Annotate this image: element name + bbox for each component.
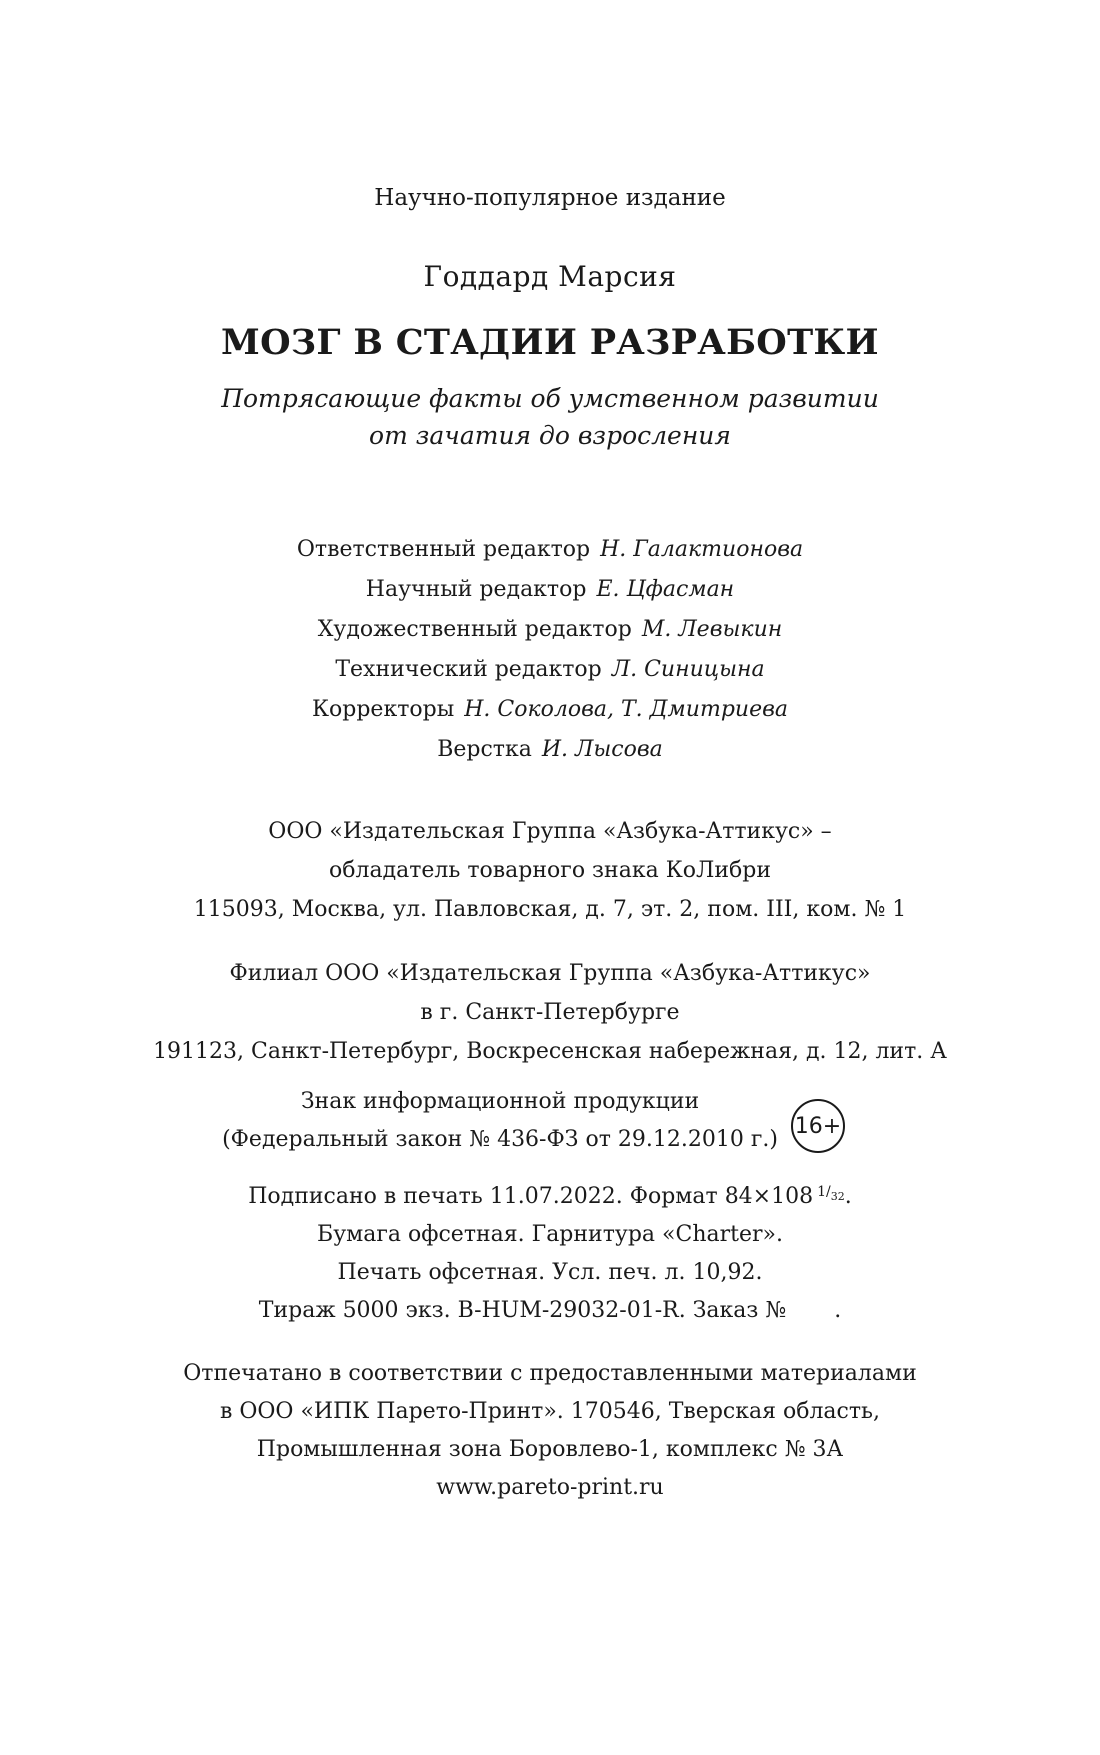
publisher-address: 115093, Москва, ул. Павловская, д. 7, эт. 2, пом. III, ком. № 1: [193, 897, 907, 922]
print-format-end: .: [844, 1184, 852, 1209]
credit-role: Технический редактор: [335, 657, 602, 682]
fraction-denominator: 32: [830, 1189, 845, 1203]
credit-row: [0, 537, 1100, 562]
subtitle-line-2: от зачатия до взросления: [369, 421, 731, 450]
credit-row: [0, 577, 1100, 602]
credit-name: Е. Цфасман: [596, 577, 735, 602]
printed-line-2: в ООО «ИПК Парето-Принт». 170546, Тверская область,: [219, 1399, 881, 1424]
credit-row: [0, 737, 1100, 762]
publisher-line-2: обладатель товарного знака КоЛибри: [329, 858, 771, 883]
genre-label: Научно-популярное издание: [374, 185, 726, 211]
credit-role: Корректоры: [311, 697, 455, 722]
credit-name: М. Левыкин: [641, 617, 783, 642]
print-format-text: Подписано в печать 11.07.2022. Формат 84×108: [248, 1184, 814, 1209]
branch-line-2: в г. Санкт-Петербурге: [420, 1000, 680, 1025]
credit-role: Верстка: [437, 737, 532, 762]
credit-name: И. Лысова: [541, 737, 663, 762]
branch-line-1: Филиал ООО «Издательская Группа «Азбука-Аттикус»: [229, 961, 871, 986]
credit-row: [0, 657, 1100, 682]
print-order-text: Тираж 5000 экз. B-HUM-29032-01-R. Заказ №: [258, 1298, 787, 1323]
credit-role: Ответственный редактор: [296, 537, 591, 562]
credit-name: Н. Галактионова: [600, 537, 804, 562]
credit-role: Научный редактор: [365, 577, 587, 602]
credit-row: [0, 697, 1100, 722]
branch-address: 191123, Санкт-Петербург, Воскресенская набережная, д. 12, лит. А: [153, 1039, 947, 1064]
printer-website: www.pareto-print.ru: [436, 1475, 664, 1500]
subtitle-line-1: Потрясающие факты об умственном развитии: [221, 384, 879, 413]
author-name: Годдард Марсия: [423, 260, 677, 293]
info-sign-line-1: Знак информационной продукции: [300, 1089, 700, 1114]
publisher-line-1: ООО «Издательская Группа «Азбука-Аттикус» –: [268, 819, 832, 844]
format-fraction: $1/_{32}$: [817, 1184, 845, 1203]
book-title: МОЗГ В СТАДИИ РАЗРАБОТКИ: [221, 322, 879, 363]
print-info-line-4: [0, 1298, 1100, 1323]
credit-name: Л. Синицына: [611, 657, 765, 682]
print-order-end: .: [834, 1298, 842, 1323]
fraction-numerator: 1: [817, 1184, 827, 1200]
printed-line-1: Отпечатано в соответствии с предоставленными материалами: [183, 1361, 917, 1386]
info-sign-line-2: (Федеральный закон № 436-ФЗ от 29.12.2010 г.): [222, 1127, 778, 1152]
age-rating-badge: 16+: [791, 1099, 845, 1153]
print-info-line-2: Бумага офсетная. Гарнитура «Charter».: [317, 1222, 783, 1247]
credit-role: Художественный редактор: [317, 617, 632, 642]
credit-name: Н. Соколова, Т. Дмитриева: [464, 697, 789, 722]
print-info-line-1: [0, 1184, 1100, 1209]
print-info-line-3: Печать офсетная. Усл. печ. л. 10,92.: [337, 1260, 763, 1285]
printed-line-3: Промышленная зона Боровлево-1, комплекс № 3А: [256, 1437, 844, 1462]
credit-row: [0, 617, 1100, 642]
